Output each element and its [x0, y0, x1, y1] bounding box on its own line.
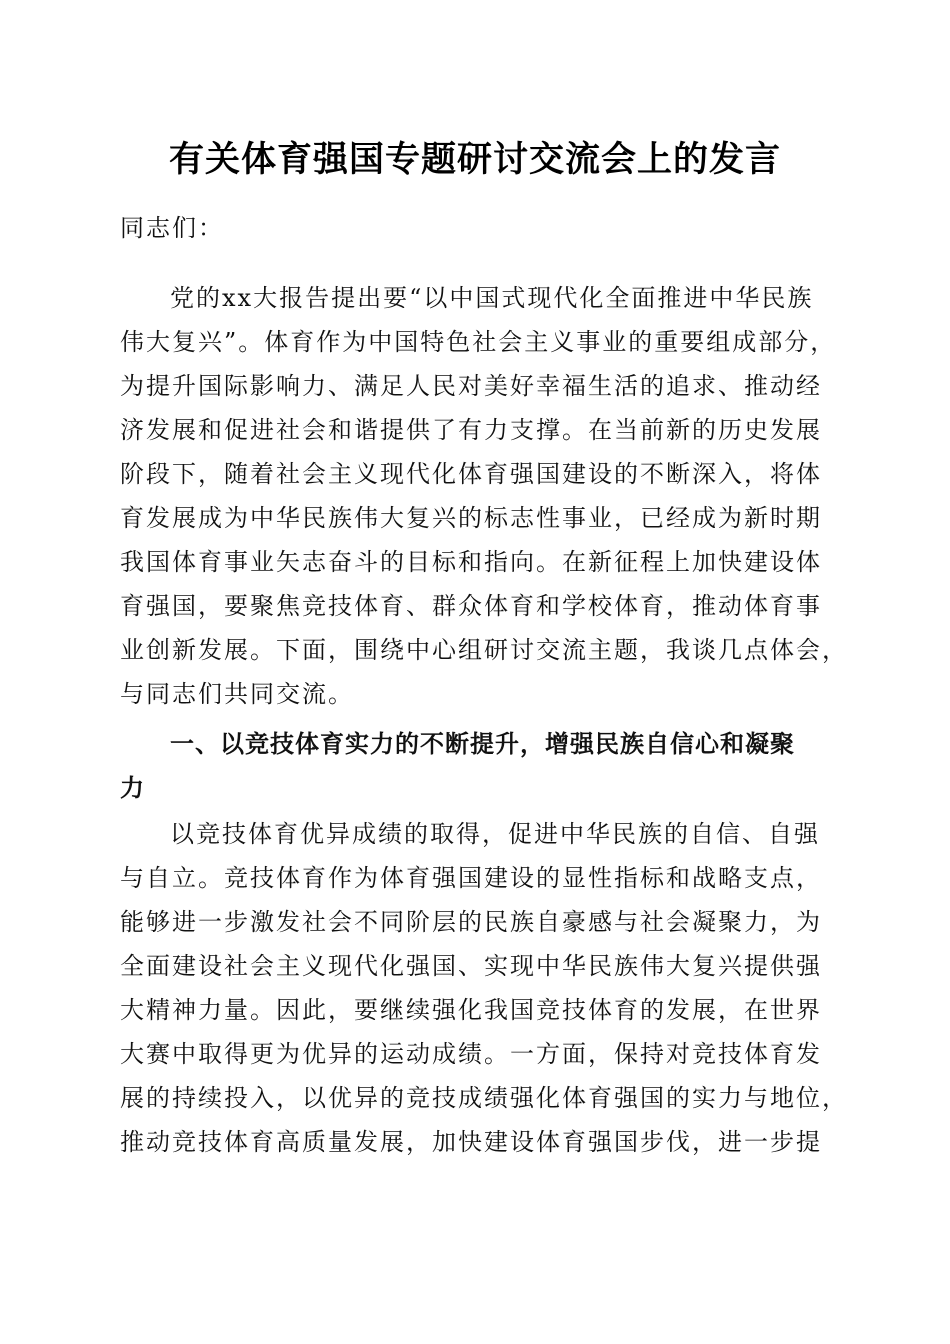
paragraph-intro: [120, 276, 848, 716]
paragraph-line: 伟大复兴”。体育作为中国特色社会主义事业的重要组成部分，: [120, 328, 837, 356]
paragraph-line: 业创新发展。下面，围绕中心组研讨交流主题，我谈几点体会，: [120, 636, 848, 664]
paragraph-line: 我国体育事业矢志奋斗的目标和指向。在新征程上加快建设体: [120, 548, 822, 576]
paragraph-line: 党的xx大报告提出要“以中国式现代化全面推进中华民族: [170, 284, 814, 312]
paragraph-line: 全面建设社会主义现代化强国、实现中华民族伟大复兴提供强: [120, 952, 822, 980]
salutation-text: 同志们：: [120, 214, 224, 242]
paragraph-line: 展的持续投入，以优异的竞技成绩强化体育强国的实力与地位，: [120, 1084, 848, 1112]
section-heading-1: [120, 722, 832, 810]
paragraph-line: 能够进一步激发社会不同阶层的民族自豪感与社会凝聚力，为: [120, 908, 822, 936]
paragraph-line: 与同志们共同交流。: [120, 680, 354, 708]
paragraph-line: 育发展成为中华民族伟大复兴的标志性事业，已经成为新时期: [120, 504, 822, 532]
heading-line: 力: [120, 774, 145, 802]
paragraph-line: 与自立。竞技体育作为体育强国建设的显性指标和战略支点，: [120, 864, 822, 892]
paragraph-line: 阶段下，随着社会主义现代化体育强国建设的不断深入，将体: [120, 460, 822, 488]
paragraph-line: 为提升国际影响力、满足人民对美好幸福生活的追求、推动经: [120, 372, 822, 400]
paragraph-line: 推动竞技体育高质量发展，加快建设体育强国步伐，进一步提: [120, 1128, 822, 1156]
paragraph-line: 大赛中取得更为优异的运动成绩。一方面，保持对竞技体育发: [120, 1040, 822, 1068]
paragraph-section-1: [120, 812, 848, 1164]
paragraph-line: 大精神力量。因此，要继续强化我国竞技体育的发展，在世界: [120, 996, 822, 1024]
heading-line: 一、以竞技体育实力的不断提升，增强民族自信心和凝聚: [170, 730, 795, 758]
paragraph-line: 育强国，要聚焦竞技体育、群众体育和学校体育，推动体育事: [120, 592, 822, 620]
salutation: [120, 206, 832, 250]
paragraph-line: 以竞技体育优异成绩的取得，促进中华民族的自信、自强: [170, 820, 820, 848]
document-title: 有关体育强国专题研讨交流会上的发言: [168, 139, 781, 180]
paragraph-line: 济发展和促进社会和谐提供了有力支撑。在当前新的历史发展: [120, 416, 822, 444]
